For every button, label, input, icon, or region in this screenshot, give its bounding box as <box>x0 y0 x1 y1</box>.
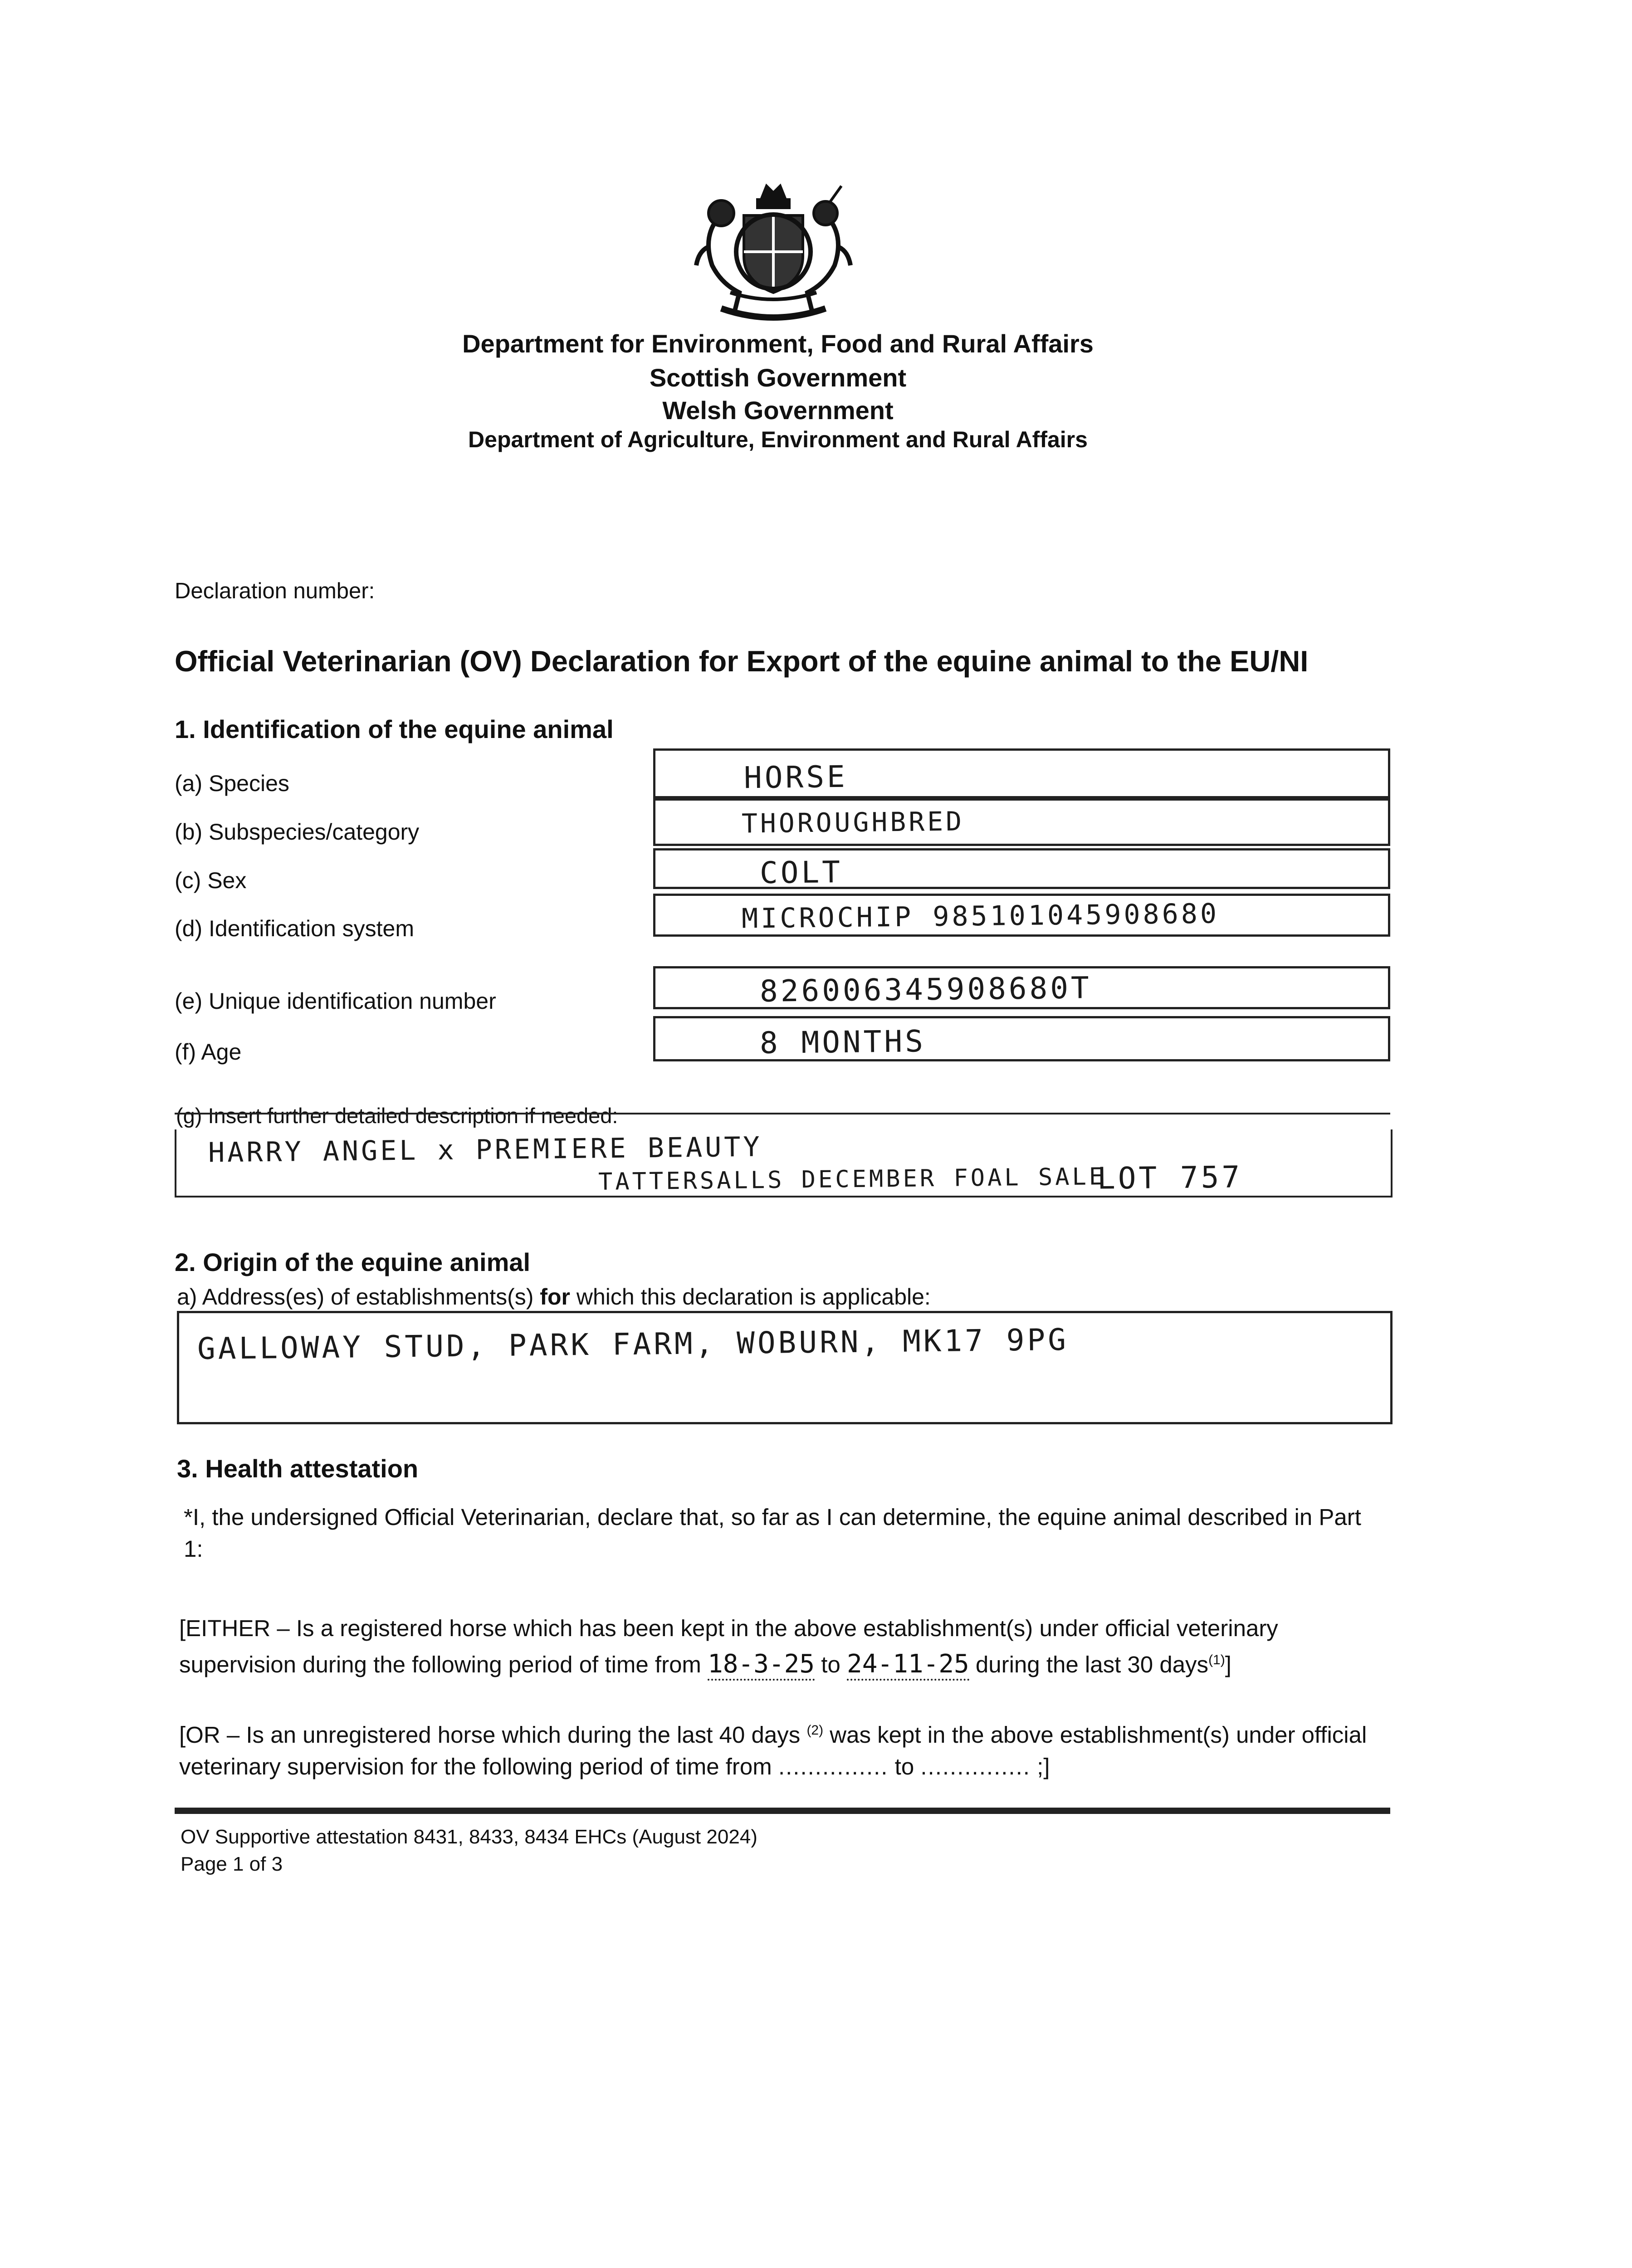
either-to-date[interactable]: 24-11-25 <box>847 1649 969 1681</box>
or-line-1 <box>179 1715 1395 1751</box>
or-from-blank[interactable]: ............... <box>778 1754 889 1779</box>
or-footnote: (2) <box>806 1723 824 1738</box>
id-system-label: (d) Identification system <box>175 916 414 941</box>
description-label: (g) Insert further detailed description if needed: <box>176 1104 618 1128</box>
either-footnote: (1) <box>1208 1652 1225 1667</box>
address-label <box>177 1284 931 1310</box>
or-end: ;] <box>1037 1754 1050 1779</box>
health-intro <box>184 1501 1395 1565</box>
health-intro-line-2: 1: <box>184 1536 203 1562</box>
description-line-2: TATTERSALLS DECEMBER FOAL SALE <box>598 1163 1106 1196</box>
either-end: ] <box>1225 1652 1231 1677</box>
unique-id-value: 826006345908680T <box>759 970 1092 1009</box>
section-3-heading: 3. Health attestation <box>177 1454 419 1483</box>
sex-field[interactable] <box>653 848 1390 889</box>
either-post: during the last 30 days <box>975 1652 1209 1677</box>
address-label-bold: for <box>540 1284 570 1310</box>
subspecies-field[interactable] <box>653 798 1390 846</box>
species-value: HORSE <box>743 759 848 796</box>
org-daera: Department of Agriculture, Environment and Rural Affairs <box>468 427 1088 452</box>
either-from-date[interactable]: 18-3-25 <box>708 1649 815 1681</box>
org-scottish-government: Scottish Government <box>649 363 907 392</box>
org-welsh-government: Welsh Government <box>662 396 894 425</box>
royal-coat-of-arms-icon <box>689 179 857 324</box>
either-clause <box>179 1613 1395 1681</box>
sex-label: (c) Sex <box>175 868 247 893</box>
id-system-field[interactable] <box>653 894 1390 937</box>
age-value: 8 MONTHS <box>759 1024 926 1061</box>
footer-attestation: OV Supportive attestation 8431, 8433, 8434 EHCs (August 2024) <box>181 1826 757 1848</box>
or-line-2 <box>179 1751 1395 1783</box>
sex-value: COLT <box>759 855 843 890</box>
address-field[interactable] <box>177 1311 1393 1424</box>
age-label: (f) Age <box>175 1039 242 1065</box>
footer-page-number: Page 1 of 3 <box>181 1853 283 1875</box>
either-pre: supervision during the following period of time from <box>179 1652 701 1677</box>
or-to-blank[interactable]: ............... <box>920 1754 1031 1779</box>
either-line-2 <box>179 1644 1395 1681</box>
species-label: (a) Species <box>175 771 289 796</box>
address-label-pre: a) Address(es) of establishments(s) <box>177 1284 540 1310</box>
unique-id-field[interactable] <box>653 966 1390 1009</box>
unique-id-label: (e) Unique identification number <box>175 988 496 1014</box>
subspecies-label: (b) Subspecies/category <box>175 819 420 845</box>
description-line-1: HARRY ANGEL x PREMIERE BEAUTY <box>208 1131 762 1169</box>
or-pre: [OR – Is an unregistered horse which during the last 40 days <box>179 1722 801 1748</box>
or-post: was kept in the above establishment(s) under official <box>830 1722 1367 1748</box>
description-field[interactable] <box>175 1129 1393 1198</box>
footer-rule <box>175 1808 1390 1814</box>
description-lot: LOT 757 <box>1097 1159 1243 1196</box>
description-top-rule <box>175 1113 1390 1114</box>
declaration-number-label: Declaration number: <box>175 579 375 603</box>
or-clause <box>179 1715 1395 1783</box>
id-system-value: MICROCHIP 985101045908680 <box>741 898 1220 935</box>
or-line2-pre: veterinary supervision for the following period of time from <box>179 1754 772 1779</box>
address-value: GALLOWAY STUD, PARK FARM, WOBURN, MK17 9PG <box>197 1322 1069 1367</box>
page-title: Official Veterinarian (OV) Declaration for Export of the equine animal to the EU/NI <box>175 645 1309 678</box>
section-2-heading: 2. Origin of the equine animal <box>175 1248 531 1276</box>
either-mid: to <box>821 1652 840 1677</box>
health-intro-line-1: *I, the undersigned Official Veterinarian, declare that, so far as I can determine, the equine animal described in Part <box>184 1504 1361 1530</box>
section-1-heading: 1. Identification of the equine animal <box>175 715 614 743</box>
subspecies-value: THOROUGHBRED <box>741 806 965 839</box>
species-field[interactable] <box>653 748 1390 798</box>
either-line-1: [EITHER – Is a registered horse which has been kept in the above establishment(s) under official veterinary <box>179 1615 1278 1641</box>
address-label-post: which this declaration is applicable: <box>570 1284 931 1310</box>
or-mid: to <box>894 1754 914 1779</box>
age-field[interactable] <box>653 1016 1390 1061</box>
org-defra: Department for Environment, Food and Rural Affairs <box>462 329 1094 358</box>
